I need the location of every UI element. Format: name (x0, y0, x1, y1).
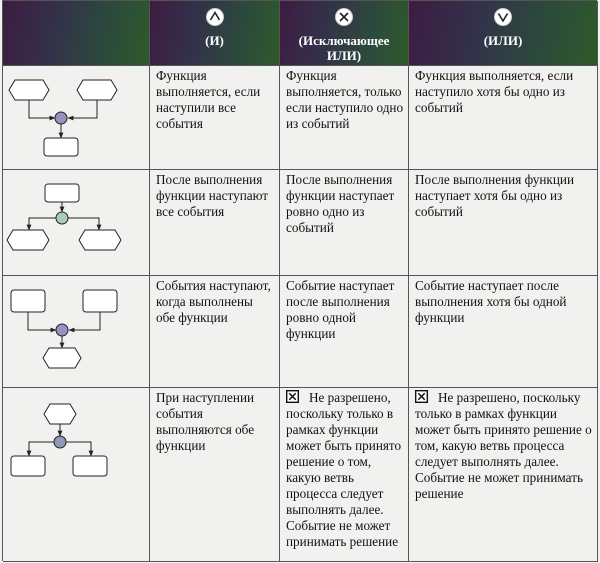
row-2-and-text: После выполнения функции наступают все события (150, 170, 280, 276)
function-shape-right (73, 456, 107, 476)
row-4-or-cell (409, 388, 598, 562)
row-4-xor-cell (280, 388, 409, 562)
header-or (409, 1, 598, 66)
function-shape (44, 138, 78, 156)
header-xor-label: (Исключающее ИЛИ) (298, 33, 390, 63)
event-shape-right (77, 80, 117, 100)
row-3-and-text: События наступают, когда выполнены обе функции (150, 276, 280, 388)
prohibited-icon (415, 390, 428, 403)
row-2-or-text: После выполнения функции наступает хотя бы одно из событий (409, 170, 598, 276)
event-shape (44, 404, 76, 424)
header-and (150, 1, 280, 66)
function-shape-left (11, 456, 45, 476)
row-4-and-text: При наступлении события выполняются обе функции (150, 388, 280, 562)
header-and-label: (И) (205, 33, 224, 48)
row-1-xor-text: Функция выполняется, только если наступило одно из событий (280, 66, 409, 170)
event-shape-left (9, 80, 49, 100)
prohibited-icon (286, 390, 299, 403)
row-3-xor-text: Событие наступает после выполнения ровно одной функции (280, 276, 409, 388)
event-shape-right (79, 230, 121, 250)
two-functions-join-diagram (3, 276, 149, 382)
connector-rules-table (2, 0, 597, 561)
or-operator-icon (493, 7, 513, 27)
and-connector-node (55, 112, 67, 124)
diagram-cell-row-4 (3, 388, 150, 562)
and-connector-node (56, 212, 68, 224)
diagram-cell-row-1 (3, 66, 150, 170)
function-shape (45, 184, 79, 202)
header-or-label: (ИЛИ) (483, 33, 523, 48)
and-connector-node (54, 436, 66, 448)
xor-operator-icon (334, 7, 354, 27)
and-connector-node (56, 324, 68, 336)
two-events-join-diagram (3, 66, 149, 170)
row-1-or-text: Функция выполняется, если наступило хотя бы одно из событий (409, 66, 598, 170)
row-2-xor-text: После выполнения функции наступает ровно одно из событий (280, 170, 409, 276)
function-split-diagram (3, 170, 149, 274)
diagram-cell-row-3 (3, 276, 150, 388)
header-blank-cell (3, 1, 150, 66)
function-shape-right (83, 290, 117, 312)
row-4-xor-text: Не разрешено, поскольку только в рамках функции может быть принято решение о том, какую ветвь процесса следует выполнять далее. Событие не может принимать решение (286, 390, 402, 549)
diagram-cell-row-2 (3, 170, 150, 276)
event-split-diagram (3, 388, 149, 500)
event-shape (43, 348, 81, 368)
row-4-or-text: Не разрешено, поскольку только в рамках функции может быть принято решение о том, какую ветвь процесса следует выполнять далее. Событие не может принимать решение (415, 390, 592, 501)
function-shape-left (11, 290, 45, 312)
and-operator-icon (205, 7, 225, 27)
event-shape-left (7, 230, 49, 250)
row-1-and-text: Функция выполняется, если наступили все события (150, 66, 280, 170)
header-xor (280, 1, 409, 66)
row-3-or-text: Событие наступает после выполнения хотя бы одной функции (409, 276, 598, 388)
